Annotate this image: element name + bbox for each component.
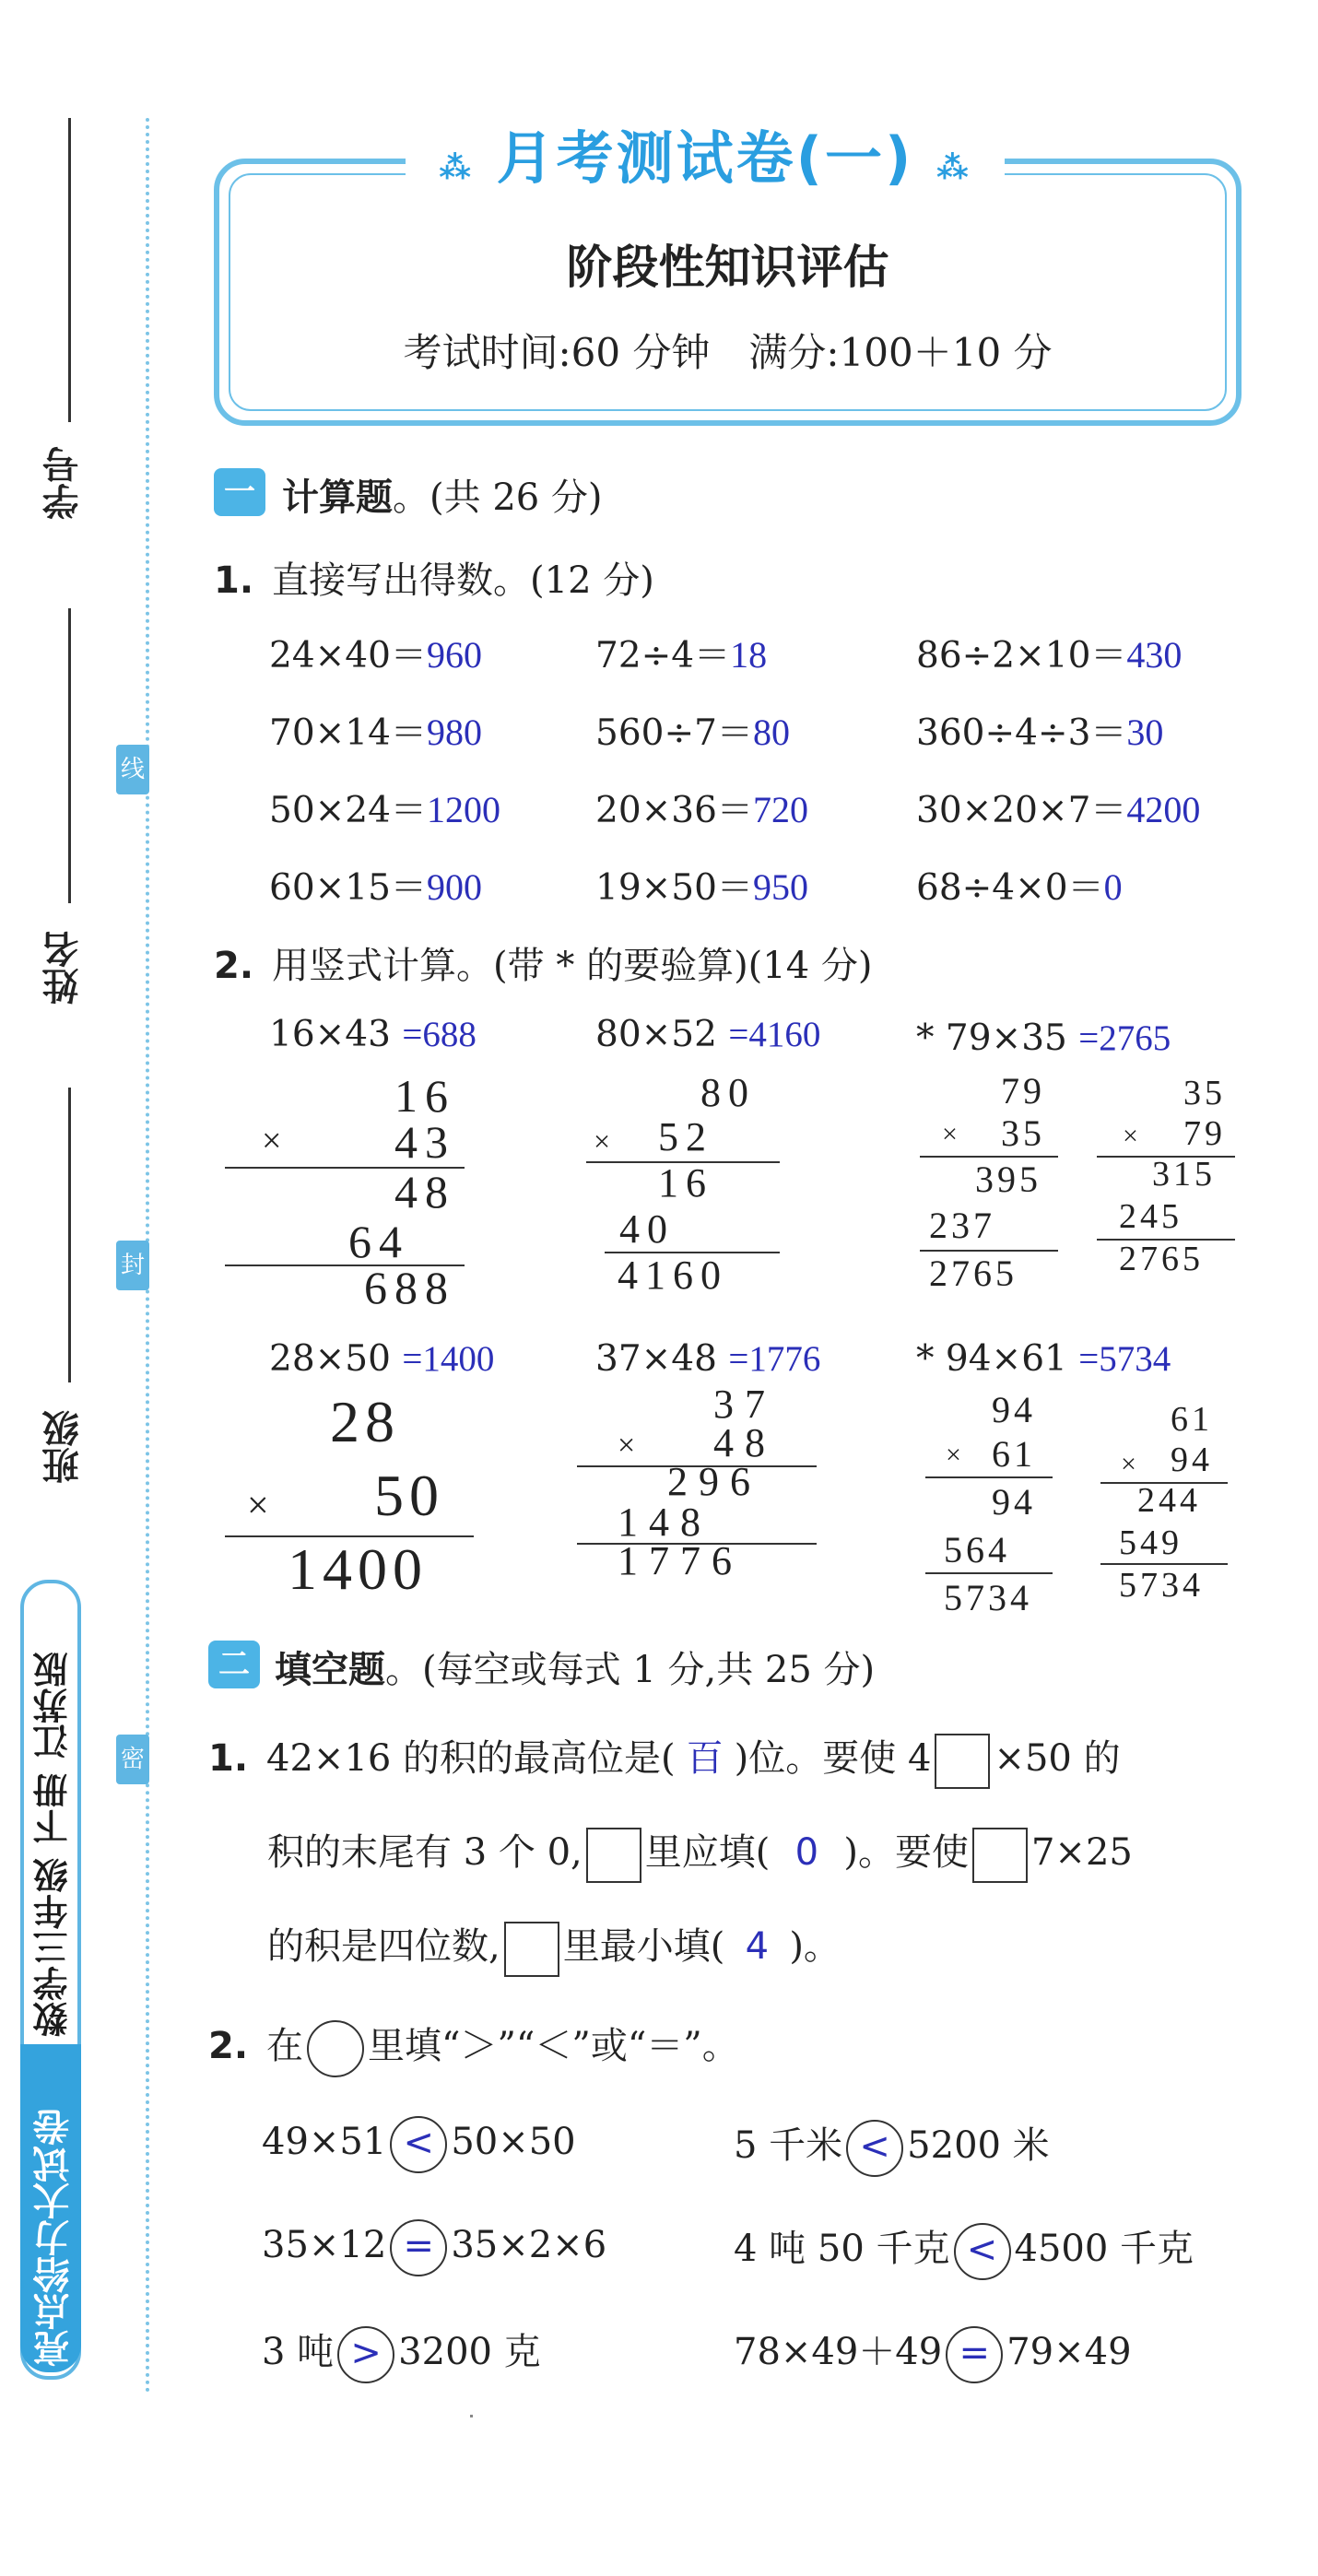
compare-symbol: < (846, 2120, 903, 2177)
oral-calc-item (916, 782, 1200, 833)
compare-left: 35×12 (262, 2224, 387, 2266)
work-partial-1: 315 (1152, 1155, 1216, 1194)
vertical-calc-label (916, 1017, 1171, 1059)
work-multiplicand: 37 (713, 1382, 776, 1427)
vertical-calc-answer: =1776 (728, 1339, 821, 1379)
work-multiplicand: 79 (1001, 1070, 1045, 1112)
q1-number: 1. (214, 559, 254, 602)
work-partial-2: 564 (944, 1529, 1010, 1570)
compare-symbol: = (946, 2326, 1003, 2383)
compare-symbol: < (390, 2116, 447, 2173)
oral-calc-expr: 20×36＝ (595, 790, 753, 831)
work-rule (925, 1476, 1053, 1478)
multiply-sign-icon: × (946, 1440, 965, 1470)
compare-right: 5200 米 (907, 2124, 1050, 2167)
vertical-calc-label (916, 1338, 1171, 1380)
compare-left: 3 吨 (262, 2331, 335, 2373)
student-id-label: 学号 (42, 446, 85, 520)
work-product: 1400 (288, 1536, 428, 1602)
fill-q1-line2 (267, 1823, 1133, 1883)
vertical-calc-expr: * 94×61 (916, 1338, 1067, 1380)
work-partial-1: 16 (658, 1160, 713, 1206)
vertical-calc-expr: 80×52 (595, 1014, 717, 1055)
oral-calc-expr: 24×40＝ (269, 635, 427, 676)
oral-calc-item (916, 859, 1123, 911)
work-partial-2: 245 (1119, 1197, 1183, 1236)
oral-calc-expr: 19×50＝ (595, 867, 753, 909)
class-rule (68, 1088, 71, 1382)
student-id-rule (68, 118, 71, 422)
q2-text: 用竖式计算。(带 * 的要验算)(14 分) (272, 945, 873, 987)
oral-calc-item (269, 627, 482, 678)
vertical-calc-label (595, 1014, 820, 1055)
vertical-calc-label (269, 1014, 477, 1055)
oral-calc-expr: 50×24＝ (269, 790, 427, 831)
fill-q1-text-d: 积的末尾有 3 个 0, (267, 1831, 583, 1874)
vertical-calc-expr: 37×48 (595, 1338, 717, 1380)
compare-right: 79×49 (1006, 2331, 1132, 2373)
oral-calc-item (595, 627, 767, 678)
vertical-calc-label (269, 1338, 494, 1380)
name-label: 姓名 (42, 931, 85, 1005)
q2-number: 2. (214, 945, 254, 987)
fill-q1-answer-2: 0 (794, 1831, 819, 1874)
fill-q1-text-g: 7×25 (1030, 1831, 1133, 1874)
oral-calc-item (269, 859, 482, 911)
name-rule (68, 608, 71, 903)
oral-calc-answer: 980 (426, 712, 482, 753)
blank-box (972, 1828, 1028, 1883)
section2-title-text: 填空题 (275, 1649, 385, 1691)
fill-q1-text-j: )。 (789, 1925, 841, 1968)
page-dot (470, 2415, 473, 2417)
work-partial-1: 94 (992, 1481, 1036, 1523)
fill-q2-number: 2. (208, 2025, 249, 2067)
fill-q1-number: 1. (208, 1737, 249, 1780)
blank-box (586, 1828, 641, 1883)
section1-title-text: 计算题 (282, 476, 393, 519)
blank-box (504, 1922, 559, 1977)
seal-mark-mi: 密 (116, 1735, 149, 1784)
seal-mark-feng: 封 (116, 1241, 149, 1290)
vertical-work-28x50 (225, 1388, 474, 1609)
oral-calc-answer: 4200 (1126, 789, 1201, 830)
oral-calc-answer: 720 (752, 789, 808, 830)
oral-calc-expr: 60×15＝ (269, 867, 427, 909)
work-multiplier: 52 (658, 1114, 713, 1159)
work-product: 2765 (1119, 1240, 1204, 1278)
multiply-sign-icon: × (942, 1119, 961, 1149)
compare-item (734, 2323, 1132, 2383)
oral-calc-answer: 18 (730, 634, 768, 676)
vertical-work-37x48 (577, 1381, 826, 1593)
work-product: 5734 (1119, 1566, 1204, 1605)
work-multiplicand: 61 (1171, 1400, 1213, 1439)
oral-calc-item (916, 704, 1163, 756)
work-multiplicand: 80 (700, 1070, 756, 1115)
oral-calc-item (595, 704, 790, 756)
fill-q1-text-f: )。要使 (843, 1831, 969, 1874)
fill-q1-text-b: )位。要使 4 (734, 1737, 932, 1780)
compare-symbol: < (954, 2223, 1011, 2280)
vertical-work-61x94-check (1100, 1399, 1239, 1611)
work-partial-1: 48 (394, 1166, 455, 1217)
work-multiplicand: 28 (330, 1389, 400, 1454)
work-product: 1776 (618, 1538, 743, 1583)
book-title: 数学三年级 下册 江苏版 (33, 1651, 74, 2037)
fill-q2-title (208, 2017, 739, 2077)
work-multiplier: 48 (713, 1420, 776, 1465)
section2-points: 。(每空或每式 1 分,共 25 分) (385, 1649, 876, 1691)
compare-item (262, 2323, 541, 2383)
oral-calc-expr: 30×20×7＝ (916, 790, 1127, 831)
q1-text: 直接写出得数。(12 分) (272, 559, 654, 602)
compare-right: 4500 千克 (1014, 2228, 1194, 2270)
oral-calc-expr: 560÷7＝ (595, 712, 753, 754)
compare-left: 49×51 (262, 2121, 387, 2163)
work-product: 688 (364, 1262, 455, 1313)
oral-calc-answer: 0 (1103, 866, 1123, 908)
vertical-calc-expr: 16×43 (269, 1014, 391, 1055)
oral-calc-answer: 1200 (426, 789, 500, 830)
work-partial-2: 237 (929, 1205, 995, 1246)
oral-calc-answer: 950 (752, 866, 808, 908)
vertical-work-79x35 (920, 1069, 1067, 1300)
oral-calc-expr: 68÷4×0＝ (916, 867, 1104, 909)
compare-item (734, 2116, 1050, 2177)
work-partial-1: 296 (667, 1459, 761, 1504)
oral-calc-item (269, 704, 482, 756)
vertical-calc-answer: =5734 (1078, 1339, 1171, 1379)
left-ornament-icon: ⁂ (439, 149, 475, 186)
oral-calc-expr: 70×14＝ (269, 712, 427, 754)
fill-q1-answer-3: 4 (745, 1925, 770, 1968)
work-multiplicand: 94 (992, 1389, 1036, 1430)
blank-box (935, 1734, 990, 1789)
seal-mark-xian: 线 (116, 745, 149, 794)
empty-circle-icon (307, 2020, 364, 2077)
multiply-sign-icon: × (618, 1429, 647, 1463)
work-rule (925, 1572, 1053, 1574)
oral-calc-answer: 430 (1126, 634, 1183, 676)
fill-q2-text-a: 在 (266, 2025, 304, 2067)
work-multiplier: 61 (992, 1433, 1036, 1475)
fill-q1-text-c: ×50 的 (994, 1737, 1121, 1780)
oral-calc-answer: 80 (752, 712, 790, 753)
vertical-calc-answer: =4160 (728, 1015, 821, 1054)
work-multiplier: 43 (394, 1116, 455, 1168)
q1-title (214, 551, 654, 604)
compare-item (262, 2219, 606, 2276)
oral-calc-item (595, 859, 808, 911)
fill-q1-answer-1: 百 (686, 1737, 724, 1780)
fill-q1-line3 (267, 1917, 841, 1977)
exam-title (406, 120, 1005, 197)
oral-calc-item (595, 782, 808, 833)
vertical-calc-label (595, 1338, 820, 1380)
compare-right: 50×50 (451, 2121, 576, 2163)
class-label: 班级 (42, 1410, 85, 1484)
multiply-sign-icon: × (594, 1124, 618, 1158)
work-multiplier: 35 (1001, 1112, 1045, 1154)
work-partial-1: 395 (975, 1159, 1041, 1200)
oral-calc-expr: 86÷2×10＝ (916, 635, 1127, 676)
fill-q1-text-h: 的积是四位数, (267, 1925, 500, 1968)
work-multiplicand: 16 (394, 1070, 455, 1122)
work-multiplicand: 35 (1183, 1074, 1226, 1112)
vertical-work-16x43 (225, 1069, 465, 1313)
vertical-calc-expr: * 79×35 (916, 1017, 1067, 1059)
exam-subtitle: 阶段性知识评估 (566, 241, 889, 294)
fill-q2-text-b: 里填“＞”“＜”或“＝”。 (368, 2025, 739, 2067)
exam-title-text: 月考测试卷(一) (496, 124, 914, 192)
vertical-work-94x61 (925, 1388, 1064, 1628)
book-series-logo: 亮点给力大试卷 (33, 2109, 76, 2367)
oral-calc-answer: 900 (426, 866, 482, 908)
work-product: 5734 (944, 1577, 1032, 1618)
compare-left: 4 吨 50 千克 (734, 2228, 950, 2270)
compare-left: 78×49＋49 (734, 2331, 943, 2373)
work-partial-2: 549 (1119, 1523, 1183, 1562)
work-partial-2: 148 (618, 1500, 712, 1545)
compare-right: 3200 克 (398, 2331, 541, 2373)
compare-item (734, 2219, 1194, 2280)
compare-right: 35×2×6 (451, 2224, 607, 2266)
section1-title (282, 468, 603, 521)
oral-calc-answer: 960 (426, 634, 482, 676)
right-ornament-icon: ⁂ (936, 149, 971, 186)
work-product: 2765 (929, 1253, 1018, 1294)
fill-q1-line1 (208, 1729, 1121, 1789)
compare-item (262, 2116, 576, 2173)
oral-calc-expr: 360÷4÷3＝ (916, 712, 1127, 754)
multiply-sign-icon: × (247, 1485, 275, 1527)
vertical-calc-answer: =688 (402, 1015, 477, 1054)
compare-symbol: > (337, 2326, 394, 2383)
section1-points: 。(共 26 分) (393, 476, 603, 519)
multiply-sign-icon: × (1121, 1449, 1140, 1479)
work-product: 4160 (618, 1253, 728, 1298)
section1-badge: 一 (214, 468, 265, 516)
exam-info: 考试时间:60 分钟 满分:100＋10 分 (403, 330, 1053, 375)
oral-calc-item (916, 627, 1182, 678)
fill-q1-text-i: 里最小填( (562, 1925, 725, 1968)
work-multiplier: 94 (1171, 1441, 1213, 1479)
vertical-calc-answer: =2765 (1078, 1018, 1171, 1058)
vertical-work-80x52 (586, 1069, 789, 1298)
oral-calc-expr: 72÷4＝ (595, 635, 731, 676)
compare-left: 5 千米 (734, 2124, 843, 2167)
work-multiplier: 50 (374, 1463, 444, 1528)
work-partial-2: 64 (348, 1216, 409, 1267)
section2-badge: 二 (208, 1641, 260, 1688)
multiply-sign-icon: × (262, 1122, 289, 1160)
work-partial-1: 244 (1137, 1481, 1201, 1520)
oral-calc-answer: 30 (1126, 712, 1164, 753)
multiply-sign-icon: × (1123, 1121, 1142, 1151)
vertical-calc-answer: =1400 (402, 1339, 495, 1379)
vertical-work-35x79-check (1097, 1069, 1244, 1281)
q2-title (214, 936, 873, 989)
section2-title (275, 1641, 875, 1693)
work-multiplier: 79 (1183, 1114, 1226, 1153)
oral-calc-item (269, 782, 500, 833)
fill-q1-text-e: 里应填( (644, 1831, 771, 1874)
fill-q1-text-a: 42×16 的积的最高位是( (266, 1737, 676, 1780)
work-partial-2: 40 (619, 1206, 675, 1252)
vertical-calc-expr: 28×50 (269, 1338, 391, 1380)
compare-symbol: = (390, 2219, 447, 2276)
